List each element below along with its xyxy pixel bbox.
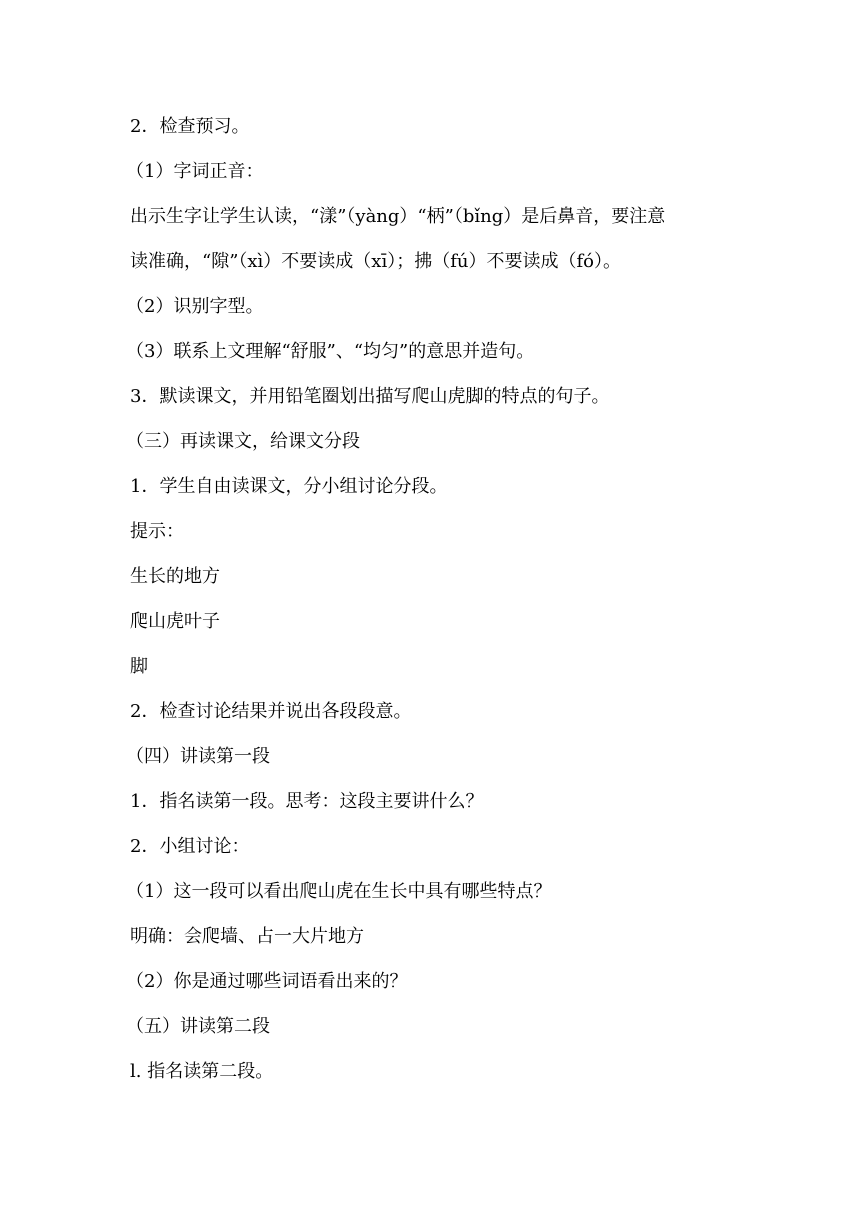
sub-item-question: （2）你是通过哪些词语看出来的？ <box>126 971 408 992</box>
step-read-first-paragraph: 1．指名读第一段。思考：这段主要讲什么？ <box>130 791 484 812</box>
sub-item-pronunciation: （1）字词正音： <box>126 161 264 182</box>
step-free-reading: 1．学生自由读课文，分小组讨论分段。 <box>130 476 448 497</box>
paragraph-line: 读准确，“隙”（xì）不要读成（xī）；拂（fú）不要读成（fó）。 <box>130 251 621 272</box>
section-heading: （三）再读课文，给课文分段 <box>126 431 360 452</box>
sub-item-character-shape: （2）识别字型。 <box>126 296 264 317</box>
step-group-discussion: 2．小组讨论： <box>130 836 250 857</box>
step-check-preview: 2．检查预习。 <box>130 116 250 137</box>
step-read-second-paragraph: l. 指名读第二段。 <box>130 1061 274 1082</box>
hint-label: 提示： <box>130 521 184 542</box>
hint-item: 生长的地方 <box>130 566 220 587</box>
hint-item: 爬山虎叶子 <box>130 611 220 632</box>
section-heading: （四）讲读第一段 <box>126 746 270 767</box>
section-heading: （五）讲读第二段 <box>126 1016 270 1037</box>
answer-line: 明确：会爬墙、占一大片地方 <box>130 926 364 947</box>
sub-item-question: （1）这一段可以看出爬山虎在生长中具有哪些特点？ <box>126 881 552 902</box>
step-check-results: 2．检查讨论结果并说出各段段意。 <box>130 701 412 722</box>
hint-item: 脚 <box>130 656 148 677</box>
sub-item-word-meaning: （3）联系上文理解“舒服”、“均匀”的意思并造句。 <box>126 341 535 362</box>
paragraph-line: 出示生字让学生认读，“漾”（yàng）“柄”（bǐng）是后鼻音，要注意 <box>130 206 666 227</box>
step-silent-reading: 3．默读课文，并用铅笔圈划出描写爬山虎脚的特点的句子。 <box>130 386 610 407</box>
